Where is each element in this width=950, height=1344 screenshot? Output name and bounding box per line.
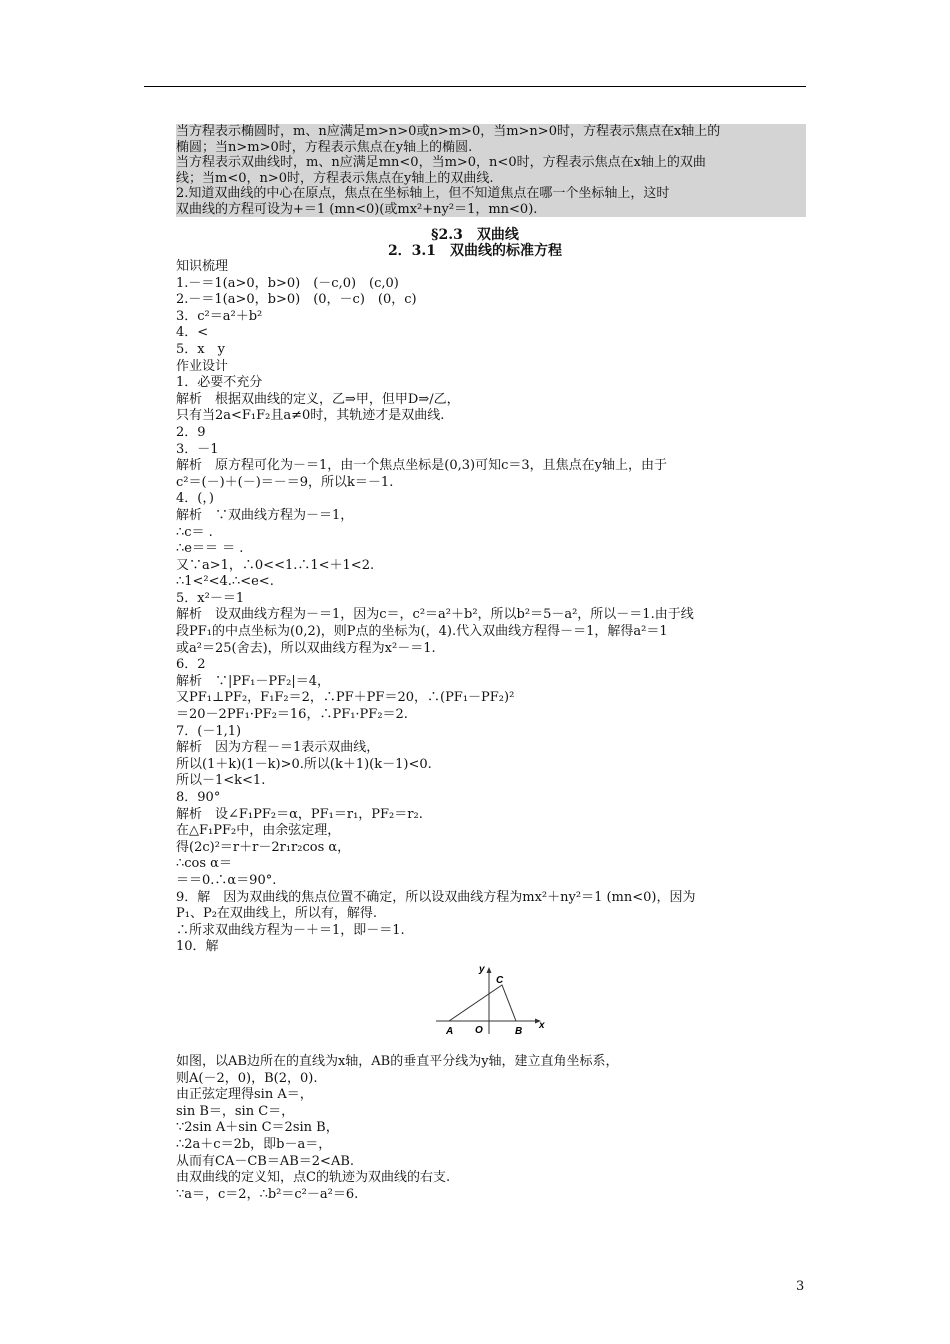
y-axis-label: y <box>479 964 485 975</box>
text-line: 4．(，) <box>176 491 214 507</box>
text-line: 3．－1 <box>176 441 219 457</box>
text-line: 5．x²－＝1 <box>176 590 245 606</box>
text-line: 9．解 因为双曲线的焦点位置不确定，所以设双曲线方程为mx²＋ny²＝1 (mn<0)，因为 <box>176 889 696 905</box>
text-line: 5．x y <box>176 341 225 357</box>
text-line: ＝＝0.∴α＝90°. <box>176 872 277 888</box>
text-line: 7．(－1,1) <box>176 723 242 739</box>
text-line: c²＝(－)＋(－)＝－＝9，所以k＝－1. <box>176 474 394 490</box>
text-line: ∴1<²<4.∴<e<. <box>176 574 274 590</box>
text-line: 作业设计 <box>176 358 229 374</box>
text-line: 由双曲线的定义知，点C的轨迹为双曲线的右支. <box>176 1170 451 1186</box>
text-line: 又∵a>1，∴0<<1.∴1<＋1<2. <box>176 557 375 573</box>
text-line: 由正弦定理得sin A＝， <box>176 1087 313 1103</box>
subsection-title: 2．3.1 双曲线的标准方程 <box>387 243 563 259</box>
point-b-label: B <box>515 1026 523 1037</box>
shaded-summary-block <box>176 124 806 217</box>
text-line: 1．必要不充分 <box>176 375 263 391</box>
text-line: ∴c＝ . <box>176 524 213 540</box>
header-rule <box>144 86 806 87</box>
text-line: 则A(－2，0)，B(2，0). <box>176 1070 318 1086</box>
text-line: ∴所求双曲线方程为－＋＝1，即－＝1. <box>176 922 405 938</box>
shaded-line: 当方程表示双曲线时，m、n应满足mn<0，当m>0，n<0时，方程表示焦点在x轴上的双曲 <box>176 155 706 170</box>
text-line: 解析 根据双曲线的定义，乙⇒甲，但甲D⇒/乙， <box>176 391 460 407</box>
text-line: ∵a＝，c＝2，∴b²＝c²－a²＝6. <box>176 1186 359 1202</box>
solution-10-body <box>176 1054 816 1203</box>
text-line: 知识梳理 <box>176 259 229 274</box>
shaded-line: 椭圆；当n>m>0时，方程表示焦点在y轴上的椭圆. <box>176 139 473 155</box>
triangle-figure <box>433 958 553 1038</box>
origin-label: O <box>475 1025 483 1036</box>
section-title: §2.3 双曲线 <box>431 227 519 243</box>
text-line: 6．2 <box>176 657 206 673</box>
text-line: 只有当2a<F₁F₂且a≠0时，其轨迹才是双曲线. <box>176 408 445 424</box>
y-axis-arrow <box>487 967 492 973</box>
text-line: 2.－＝1(a>0，b>0) (0，－c) (0，c) <box>176 292 417 308</box>
shaded-line: 2.知道双曲线的中心在原点，焦点在坐标轴上，但不知道焦点在哪一个坐标轴上，这时 <box>176 186 670 201</box>
text-line: ＝20－2PF₁·PF₂＝16，∴PF₁·PF₂＝2. <box>176 707 408 723</box>
shaded-line: 线；当m<0，n>0时，方程表示焦点在y轴上的双曲线. <box>176 170 494 186</box>
point-a-label: A <box>446 1026 454 1037</box>
shaded-line: 当方程表示椭圆时，m、n应满足m>n>0或n>m>0，当m>n>0时，方程表示焦点在x轴上的 <box>176 124 721 139</box>
text-line: 解析 ∵|PF₁－PF₂|＝4， <box>176 673 330 689</box>
text-line: 或a²＝25(舍去)，所以双曲线方程为x²－＝1. <box>176 640 436 656</box>
text-line: ∴cos α＝ <box>176 856 232 872</box>
text-line: 所以(1＋k)(1－k)>0.所以(k＋1)(k－1)<0. <box>176 756 432 772</box>
text-line: 段PF₁的中点坐标为(0,2)，则P点的坐标为(，4).代入双曲线方程得－＝1，解得a²＝1 <box>176 624 668 640</box>
text-line: 3．c²＝a²＋b² <box>176 308 263 324</box>
text-line: 又PF₁⊥PF₂，F₁F₂＝2，∴PF＋PF＝20，∴(PF₁－PF₂)² <box>176 690 515 706</box>
x-axis-label: x <box>539 1020 545 1031</box>
page-number: 3 <box>796 1279 805 1294</box>
text-line: 解析 原方程可化为－＝1，由一个焦点坐标是(0,3)可知c＝3，且焦点在y轴上，由于 <box>176 458 667 474</box>
text-line: 8．90° <box>176 790 221 805</box>
shaded-line: 双曲线的方程可设为+＝1 (mn<0)(或mx²+ny²＝1，mn<0). <box>176 201 538 217</box>
triangle-abc <box>449 985 516 1021</box>
text-line: 在△F₁PF₂中，由余弦定理， <box>176 823 341 839</box>
text-line: 所以－1<k<1. <box>176 773 266 789</box>
text-line: 1.－＝1(a>0，b>0) (－c,0) (c,0) <box>176 275 399 291</box>
text-line: P₁、P₂在双曲线上，所以有，解得. <box>176 906 378 922</box>
answers-body <box>176 259 816 956</box>
point-c-label: C <box>496 975 504 986</box>
text-line: 解析 设∠F₁PF₂＝α，PF₁＝r₁，PF₂＝r₂. <box>176 806 423 822</box>
text-line: ∴2a＋c＝2b，即b－a＝， <box>176 1136 332 1152</box>
text-line: ∵2sin A＋sin C＝2sin B， <box>176 1120 339 1136</box>
text-line: 4．< <box>176 325 209 341</box>
text-line: ∴e＝＝ ＝ . <box>176 541 244 557</box>
text-line: 解析 因为方程－＝1表示双曲线， <box>176 740 380 756</box>
text-line: 解析 ∵双曲线方程为－＝1， <box>176 507 354 523</box>
text-line: 10．解 <box>176 939 219 955</box>
text-line: 从而有CA－CB＝AB＝2<AB. <box>176 1153 355 1169</box>
text-line: 如图，以AB边所在的直线为x轴，AB的垂直平分线为y轴，建立直角坐标系， <box>176 1054 619 1069</box>
text-line: 解析 设双曲线方程为－＝1，因为c＝，c²＝a²＋b²，所以b²＝5－a²，所以－＝1.由于线 <box>176 607 694 623</box>
text-line: sin B＝，sin C＝， <box>176 1103 295 1119</box>
text-line: 2．9 <box>176 424 206 440</box>
text-line: 得(2c)²＝r＋r－2r₁r₂cos α， <box>176 839 351 855</box>
